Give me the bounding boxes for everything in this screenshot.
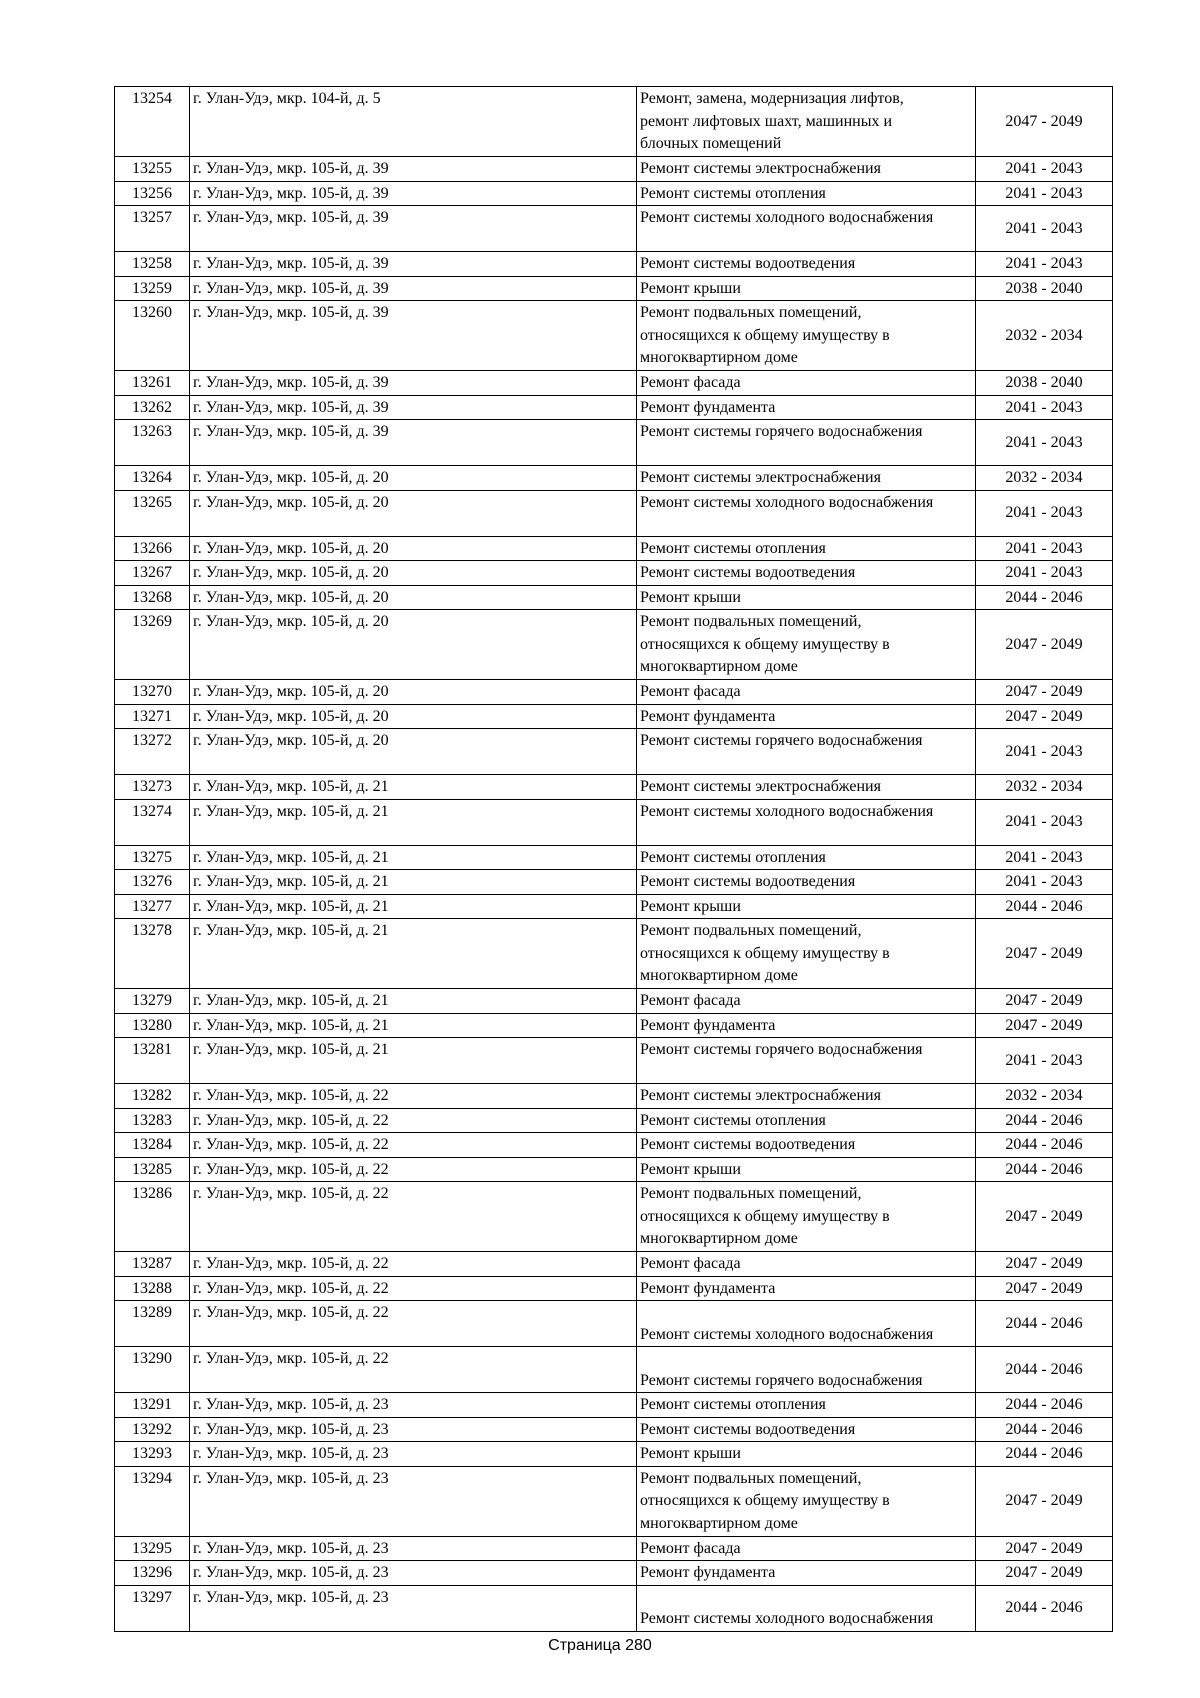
row-address: г. Улан-Удэ, мкр. 105-й, д. 20 [190,680,637,705]
table-row [115,181,1113,206]
row-number: 13295 [115,1536,190,1561]
table-row [115,704,1113,729]
row-period: 2044 - 2046 [976,1347,1113,1393]
row-number: 13267 [115,561,190,586]
row-number: 13280 [115,1013,190,1038]
table-row [115,1442,1113,1467]
row-address: г. Улан-Удэ, мкр. 105-й, д. 22 [190,1276,637,1301]
row-work-type: Ремонт системы горячего водоснабжения [637,1347,976,1393]
table-row [115,1038,1113,1084]
row-number: 13257 [115,206,190,252]
row-address: г. Улан-Удэ, мкр. 105-й, д. 20 [190,585,637,610]
table-row [115,371,1113,396]
row-period: 2047 - 2049 [976,610,1113,680]
row-address: г. Улан-Удэ, мкр. 105-й, д. 21 [190,799,637,845]
row-work-type: Ремонт системы отопления [637,1393,976,1418]
row-number: 13256 [115,181,190,206]
row-work-type: Ремонт системы отопления [637,181,976,206]
row-period: 2047 - 2049 [976,1276,1113,1301]
row-work-type: Ремонт системы холодного водоснабжения [637,206,976,252]
row-work-type: Ремонт системы холодного водоснабжения [637,1585,976,1631]
row-period: 2041 - 2043 [976,799,1113,845]
row-period: 2041 - 2043 [976,870,1113,895]
table-row [115,845,1113,870]
table-row [115,1301,1113,1347]
row-number: 13277 [115,894,190,919]
row-period: 2041 - 2043 [976,490,1113,536]
table-row [115,1466,1113,1536]
table-row [115,1252,1113,1277]
row-address: г. Улан-Удэ, мкр. 105-й, д. 21 [190,919,637,989]
row-number: 13285 [115,1157,190,1182]
row-address: г. Улан-Удэ, мкр. 104-й, д. 5 [190,87,637,157]
row-address: г. Улан-Удэ, мкр. 105-й, д. 21 [190,894,637,919]
row-address: г. Улан-Удэ, мкр. 105-й, д. 23 [190,1393,637,1418]
table-row [115,1276,1113,1301]
table-row [115,729,1113,775]
row-address: г. Улан-Удэ, мкр. 105-й, д. 21 [190,989,637,1014]
row-work-type: Ремонт системы отопления [637,536,976,561]
row-number: 13254 [115,87,190,157]
row-number: 13291 [115,1393,190,1418]
row-address: г. Улан-Удэ, мкр. 105-й, д. 23 [190,1417,637,1442]
table-row [115,1157,1113,1182]
row-number: 13297 [115,1585,190,1631]
table-row [115,466,1113,491]
row-work-type: Ремонт системы электроснабжения [637,775,976,800]
row-period: 2041 - 2043 [976,181,1113,206]
table-row [115,1347,1113,1393]
row-period: 2032 - 2034 [976,1084,1113,1109]
row-address: г. Улан-Удэ, мкр. 105-й, д. 20 [190,536,637,561]
row-period: 2047 - 2049 [976,1252,1113,1277]
row-period: 2041 - 2043 [976,206,1113,252]
row-number: 13282 [115,1084,190,1109]
row-number: 13286 [115,1182,190,1252]
row-number: 13264 [115,466,190,491]
row-period: 2032 - 2034 [976,775,1113,800]
row-period: 2044 - 2046 [976,1442,1113,1467]
row-number: 13263 [115,420,190,466]
table-row [115,1084,1113,1109]
row-number: 13292 [115,1417,190,1442]
row-address: г. Улан-Удэ, мкр. 105-й, д. 20 [190,610,637,680]
row-period: 2044 - 2046 [976,1585,1113,1631]
row-period: 2044 - 2046 [976,1393,1113,1418]
row-period: 2044 - 2046 [976,894,1113,919]
row-number: 13283 [115,1108,190,1133]
row-number: 13259 [115,276,190,301]
table-row [115,276,1113,301]
row-address: г. Улан-Удэ, мкр. 105-й, д. 22 [190,1347,637,1393]
row-number: 13258 [115,252,190,277]
row-address: г. Улан-Удэ, мкр. 105-й, д. 22 [190,1084,637,1109]
row-work-type: Ремонт фасада [637,1536,976,1561]
row-work-type: Ремонт системы отопления [637,845,976,870]
row-address: г. Улан-Удэ, мкр. 105-й, д. 39 [190,371,637,396]
table-row [115,1393,1113,1418]
row-address: г. Улан-Удэ, мкр. 105-й, д. 20 [190,490,637,536]
row-address: г. Улан-Удэ, мкр. 105-й, д. 39 [190,206,637,252]
row-work-type: Ремонт фундамента [637,1013,976,1038]
works-table [114,86,1113,1632]
row-address: г. Улан-Удэ, мкр. 105-й, д. 22 [190,1301,637,1347]
row-work-type: Ремонт фасада [637,1252,976,1277]
table-row [115,1108,1113,1133]
row-address: г. Улан-Удэ, мкр. 105-й, д. 39 [190,157,637,182]
row-number: 13289 [115,1301,190,1347]
row-work-type: Ремонт системы водоотведения [637,870,976,895]
page-footer: Страница 280 [548,1637,652,1654]
row-address: г. Улан-Удэ, мкр. 105-й, д. 20 [190,704,637,729]
row-work-type: Ремонт системы водоотведения [637,561,976,586]
row-period: 2047 - 2049 [976,704,1113,729]
row-number: 13290 [115,1347,190,1393]
row-work-type: Ремонт фасада [637,989,976,1014]
table-row [115,894,1113,919]
table-row [115,1182,1113,1252]
row-period: 2041 - 2043 [976,252,1113,277]
table-row [115,561,1113,586]
row-period: 2041 - 2043 [976,845,1113,870]
row-address: г. Улан-Удэ, мкр. 105-й, д. 39 [190,252,637,277]
row-number: 13287 [115,1252,190,1277]
row-work-type: Ремонт подвальных помещений, относящихся к общему имуществу в многоквартирном доме [637,1182,976,1252]
row-work-type: Ремонт системы горячего водоснабжения [637,729,976,775]
row-work-type: Ремонт фундамента [637,1276,976,1301]
row-period: 2041 - 2043 [976,420,1113,466]
row-address: г. Улан-Удэ, мкр. 105-й, д. 22 [190,1252,637,1277]
row-address: г. Улан-Удэ, мкр. 105-й, д. 39 [190,395,637,420]
row-number: 13270 [115,680,190,705]
row-address: г. Улан-Удэ, мкр. 105-й, д. 23 [190,1561,637,1586]
row-address: г. Улан-Удэ, мкр. 105-й, д. 39 [190,181,637,206]
row-address: г. Улан-Удэ, мкр. 105-й, д. 22 [190,1182,637,1252]
row-work-type: Ремонт системы горячего водоснабжения [637,1038,976,1084]
row-work-type: Ремонт системы водоотведения [637,1417,976,1442]
row-period: 2047 - 2049 [976,87,1113,157]
row-address: г. Улан-Удэ, мкр. 105-й, д. 22 [190,1157,637,1182]
row-number: 13269 [115,610,190,680]
table-row [115,1133,1113,1158]
row-period: 2047 - 2049 [976,1561,1113,1586]
row-period: 2041 - 2043 [976,395,1113,420]
row-address: г. Улан-Удэ, мкр. 105-й, д. 20 [190,561,637,586]
row-number: 13275 [115,845,190,870]
table-row [115,252,1113,277]
row-number: 13255 [115,157,190,182]
row-period: 2032 - 2034 [976,301,1113,371]
row-number: 13260 [115,301,190,371]
row-work-type: Ремонт крыши [637,894,976,919]
table-row [115,799,1113,845]
row-work-type: Ремонт подвальных помещений, относящихся к общему имуществу в многоквартирном доме [637,610,976,680]
table-row [115,1013,1113,1038]
table-row [115,536,1113,561]
row-address: г. Улан-Удэ, мкр. 105-й, д. 20 [190,729,637,775]
table-row [115,395,1113,420]
row-period: 2047 - 2049 [976,989,1113,1014]
row-address: г. Улан-Удэ, мкр. 105-й, д. 21 [190,1038,637,1084]
row-period: 2041 - 2043 [976,536,1113,561]
row-period: 2044 - 2046 [976,1133,1113,1158]
row-work-type: Ремонт системы горячего водоснабжения [637,420,976,466]
row-number: 13268 [115,585,190,610]
row-period: 2038 - 2040 [976,276,1113,301]
row-number: 13294 [115,1466,190,1536]
row-number: 13265 [115,490,190,536]
row-number: 13266 [115,536,190,561]
table-row [115,989,1113,1014]
row-work-type: Ремонт системы водоотведения [637,252,976,277]
row-period: 2041 - 2043 [976,1038,1113,1084]
row-period: 2044 - 2046 [976,1301,1113,1347]
row-number: 13284 [115,1133,190,1158]
row-work-type: Ремонт крыши [637,585,976,610]
row-work-type: Ремонт крыши [637,276,976,301]
works-table-body [115,87,1113,1632]
row-number: 13293 [115,1442,190,1467]
row-period: 2047 - 2049 [976,1466,1113,1536]
row-period: 2032 - 2034 [976,466,1113,491]
row-address: г. Улан-Удэ, мкр. 105-й, д. 21 [190,870,637,895]
row-period: 2044 - 2046 [976,585,1113,610]
row-work-type: Ремонт подвальных помещений, относящихся к общему имуществу в многоквартирном доме [637,1466,976,1536]
row-address: г. Улан-Удэ, мкр. 105-й, д. 21 [190,1013,637,1038]
row-number: 13261 [115,371,190,396]
row-number: 13281 [115,1038,190,1084]
row-number: 13272 [115,729,190,775]
row-work-type: Ремонт подвальных помещений, относящихся к общему имуществу в многоквартирном доме [637,301,976,371]
row-work-type: Ремонт системы холодного водоснабжения [637,490,976,536]
row-number: 13278 [115,919,190,989]
row-work-type: Ремонт фундамента [637,704,976,729]
row-number: 13271 [115,704,190,729]
row-address: г. Улан-Удэ, мкр. 105-й, д. 39 [190,420,637,466]
row-work-type: Ремонт подвальных помещений, относящихся к общему имуществу в многоквартирном доме [637,919,976,989]
row-work-type: Ремонт системы холодного водоснабжения [637,799,976,845]
row-work-type: Ремонт, замена, модернизация лифтов, ремонт лифтовых шахт, машинных и блочных помещений [637,87,976,157]
table-row [115,919,1113,989]
row-work-type: Ремонт фундамента [637,395,976,420]
table-row [115,206,1113,252]
row-number: 13288 [115,1276,190,1301]
table-row [115,301,1113,371]
row-number: 13279 [115,989,190,1014]
row-work-type: Ремонт системы холодного водоснабжения [637,1301,976,1347]
row-work-type: Ремонт системы водоотведения [637,1133,976,1158]
table-row [115,775,1113,800]
row-period: 2047 - 2049 [976,919,1113,989]
row-work-type: Ремонт фундамента [637,1561,976,1586]
table-row [115,1585,1113,1631]
row-address: г. Улан-Удэ, мкр. 105-й, д. 39 [190,276,637,301]
table-row [115,420,1113,466]
row-period: 2038 - 2040 [976,371,1113,396]
table-row [115,870,1113,895]
row-period: 2044 - 2046 [976,1417,1113,1442]
row-address: г. Улан-Удэ, мкр. 105-й, д. 22 [190,1108,637,1133]
table-row [115,610,1113,680]
table-row [115,1417,1113,1442]
row-period: 2041 - 2043 [976,729,1113,775]
row-number: 13274 [115,799,190,845]
row-address: г. Улан-Удэ, мкр. 105-й, д. 23 [190,1585,637,1631]
table-row [115,585,1113,610]
row-period: 2044 - 2046 [976,1108,1113,1133]
row-address: г. Улан-Удэ, мкр. 105-й, д. 21 [190,845,637,870]
row-period: 2047 - 2049 [976,680,1113,705]
row-number: 13273 [115,775,190,800]
table-row [115,680,1113,705]
row-period: 2041 - 2043 [976,561,1113,586]
row-address: г. Улан-Удэ, мкр. 105-й, д. 23 [190,1466,637,1536]
row-number: 13276 [115,870,190,895]
row-work-type: Ремонт системы электроснабжения [637,466,976,491]
row-address: г. Улан-Удэ, мкр. 105-й, д. 22 [190,1133,637,1158]
row-address: г. Улан-Удэ, мкр. 105-й, д. 39 [190,301,637,371]
row-number: 13262 [115,395,190,420]
table-row [115,157,1113,182]
table-row [115,87,1113,157]
row-work-type: Ремонт крыши [637,1442,976,1467]
row-work-type: Ремонт фасада [637,680,976,705]
row-work-type: Ремонт крыши [637,1157,976,1182]
table-row [115,1536,1113,1561]
row-work-type: Ремонт системы электроснабжения [637,157,976,182]
row-period: 2047 - 2049 [976,1013,1113,1038]
row-number: 13296 [115,1561,190,1586]
row-period: 2047 - 2049 [976,1182,1113,1252]
row-address: г. Улан-Удэ, мкр. 105-й, д. 23 [190,1442,637,1467]
row-address: г. Улан-Удэ, мкр. 105-й, д. 23 [190,1536,637,1561]
row-work-type: Ремонт системы отопления [637,1108,976,1133]
row-period: 2047 - 2049 [976,1536,1113,1561]
row-work-type: Ремонт системы электроснабжения [637,1084,976,1109]
row-work-type: Ремонт фасада [637,371,976,396]
row-period: 2041 - 2043 [976,157,1113,182]
table-row [115,1561,1113,1586]
row-address: г. Улан-Удэ, мкр. 105-й, д. 20 [190,466,637,491]
table-row [115,490,1113,536]
row-period: 2044 - 2046 [976,1157,1113,1182]
row-address: г. Улан-Удэ, мкр. 105-й, д. 21 [190,775,637,800]
